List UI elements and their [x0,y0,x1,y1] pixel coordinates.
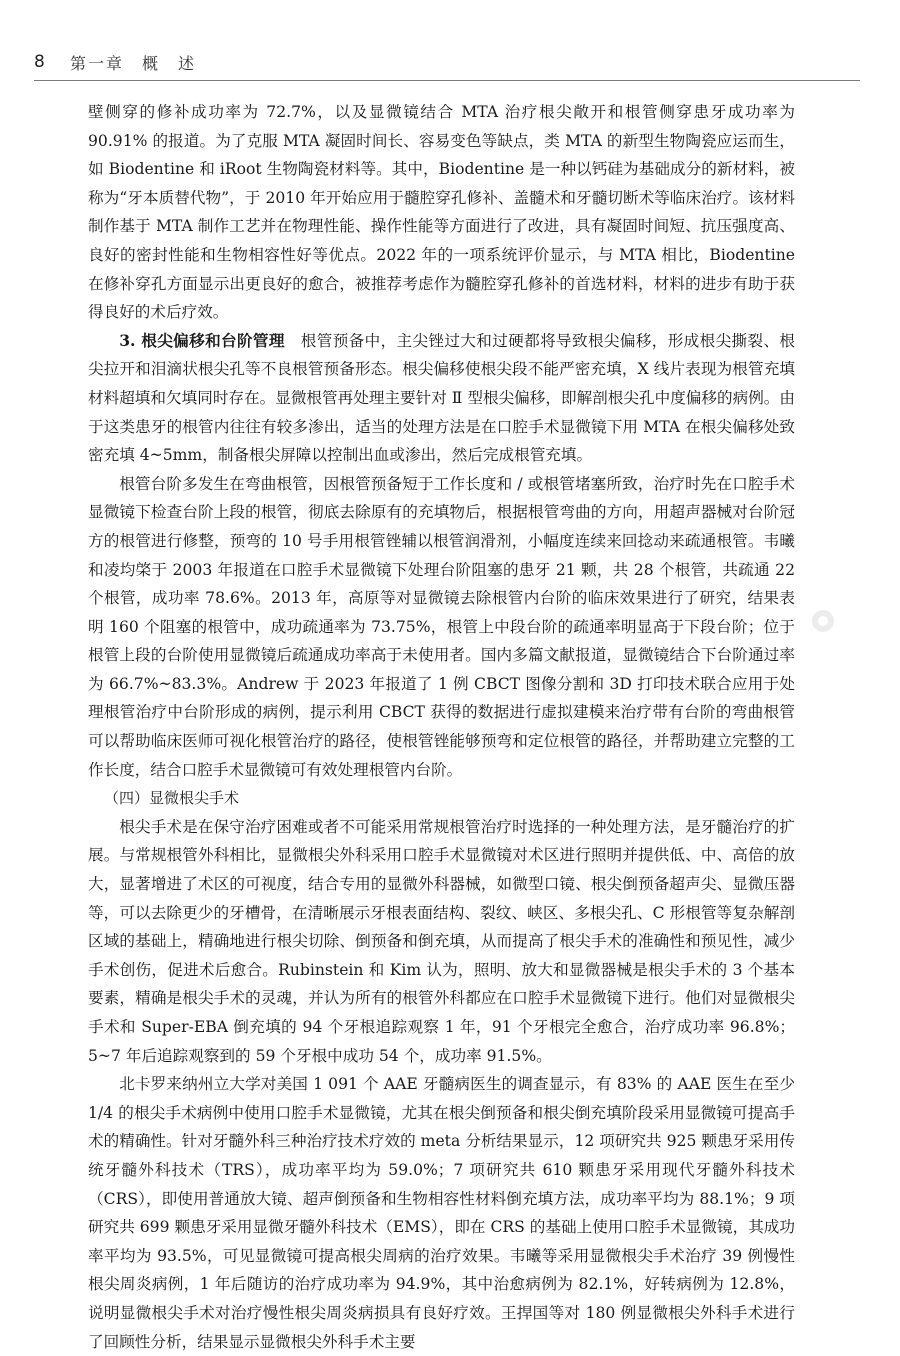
header-rule [34,80,860,81]
paragraph-3: 根管台阶多发生在弯曲根管，因根管预备短于工作长度和 / 或根管堵塞所致，治疗时先在口腔手术显微镜下检查台阶上段的根管，彻底去除原有的充填物后，根据根管弯曲的方向，用超声器械对台阶冠方的根管进行修整，预弯的 10 号手用根管锉辅以根管润滑剂，小幅度连续来回捻动来疏通根管。韦曦和凌均棨于 2003 年报道在口腔手术显微镜下处理台阶阻塞的患牙 21 颗，共 28 个根管，共疏通 22 个根管，成功率 78.6%。2013 年，高原等对显微镜去除根管内台阶的临床效果进行了研究，结果表明 160 个阻塞的根管中，成功疏通率为 73.75%，根管上中段台阶的疏通率明显高于下段台阶；位于根管上段的台阶使用显微镜后疏通成功率高于未使用者。国内多篇文献报道，显微镜结合下台阶通过率为 66.7%~83.3%。Andrew 于 2023 年报道了 1 例 CBCT 图像分割和 3D 打印技术联合应用于处理根管治疗中台阶形成的病例，提示利用 CBCT 获得的数据进行虚拟建模来治疗带有台阶的弯曲根管可以帮助临床医师可视化根管治疗的路径，使根管锉能够预弯和定位根管的路径，并帮助建立完整的工作长度，结合口腔手术显微镜可有效处理根管内台阶。 [88,474,795,779]
page-number: 8 [34,52,45,72]
running-header [34,44,860,80]
subsection-lead: 3. 根尖偏移和台阶管理 [119,330,285,350]
section-heading: （四）显微根尖手术 [104,789,240,808]
paragraph-2 [88,327,795,470]
paragraph-4: 根尖手术是在保守治疗困难或者不可能采用常规根管治疗时选择的一种处理方法，是牙髓治疗的扩展。与常规根管外科相比，显微根尖外科采用口腔手术显微镜对术区进行照明并提供低、中、高倍的放大，显著增进了术区的可视度，结合专用的显微外科器械，如微型口镜、根尖倒预备超声尖、显微压器等，可以去除更少的牙槽骨，在清晰展示牙根表面结构、裂纹、峡区、多根尖孔、C 形根管等复杂解剖区域的基础上，精确地进行根尖切除、倒预备和倒充填，从而提高了根尖手术的准确性和预见性，减少手术创伤，促进术后愈合。Rubinstein 和 Kim 认为，照明、放大和显微器械是根尖手术的 3 个基本要素，精确是根尖手术的灵魂，并认为所有的根管外科都应在口腔手术显微镜下进行。他们对显微根尖手术和 Super-EBA 倒充填的 94 个牙根追踪观察 1 年，91 个牙根完全愈合，治疗成功率 96.8%；5~7 年后追踪观察到的 59 个牙根中成功 54 个，成功率 91.5%。 [88,817,795,1065]
margin-watermark-icon [812,610,834,632]
body-text [88,98,795,1356]
chapter-title: 第一章 概 述 [70,53,197,73]
paragraph-1: 壁侧穿的修补成功率为 72.7%，以及显微镜结合 MTA 治疗根尖敞开和根管侧穿患牙成功率为 90.91% 的报道。为了克服 MTA 凝固时间长、容易变色等缺点，类 MTA 的新型生物陶瓷应运而生，如 Biodentine 和 iRoot 生物陶瓷材料等。其中，Biodentine 是一种以钙硅为基础成分的新材料，被称为“牙本质替代物”，于 2010 年开始应用于髓腔穿孔修补、盖髓术和牙髓切断术等临床治疗。该材料制作基于 MTA 制作工艺并在物理性能、操作性能等方面进行了改进，具有凝固时间短、抗压强度高、良好的密封性能和生物相容性好等优点。2022 年的一项系统评价显示，与 MTA 相比，Biodentine 在修补穿孔方面显示出更良好的愈合，被推荐考虑作为髓腔穿孔修补的首选材料，材料的进步有助于获得良好的术后疗效。 [88,103,795,322]
paragraph-5: 北卡罗来纳州立大学对美国 1 091 个 AAE 牙髓病医生的调查显示，有 83% 的 AAE 医生在至少 1/4 的根尖手术病例中使用口腔手术显微镜，尤其在根尖倒预备和根尖倒充填阶段采用显微镜可提高手术的精确性。针对牙髓外科三种治疗技术疗效的 meta 分析结果显示，12 项研究共 925 颗患牙采用传统牙髓外科技术（TRS），成功率平均为 59.0%；7 项研究共 610 颗患牙采用现代牙髓外科技术（CRS），即使用普通放大镜、超声倒预备和生物相容性材料倒充填方法，成功率平均为 88.1%；9 项研究共 699 颗患牙采用显微牙髓外科技术（EMS），即在 CRS 的基础上使用口腔手术显微镜，其成功率平均为 93.5%，可见显微镜可提高根尖周病的治疗效果。韦曦等采用显微根尖手术治疗 39 例慢性根尖周炎病例，1 年后随访的治疗成功率为 94.9%，其中治愈病例为 82.1%，好转病例为 12.8%，说明显微根尖手术对治疗慢性根尖周炎病损具有良好疗效。王捍国等对 180 例显微根尖外科手术进行了回顾性分析，结果显示显微根尖外科手术主要 [88,1075,795,1351]
paragraph-2-body: 根管预备中，主尖锉过大和过硬都将导致根尖偏移，形成根尖撕裂、根尖拉开和泪滴状根尖孔等不良根管预备形态。根尖偏移使根尖段不能严密充填，X 线片表现为根管充填材料超填和欠填同时存在。显微根管再处理主要针对 Ⅱ 型根尖偏移，即解剖根尖孔中度偏移的病例。由于这类患牙的根管内往往有较多渗出，适当的处理方法是在口腔手术显微镜下用 MTA 在根尖偏移处致密充填 4~5mm，制备根尖屏障以控制出血或渗出，然后完成根管充填。 [88,331,795,465]
